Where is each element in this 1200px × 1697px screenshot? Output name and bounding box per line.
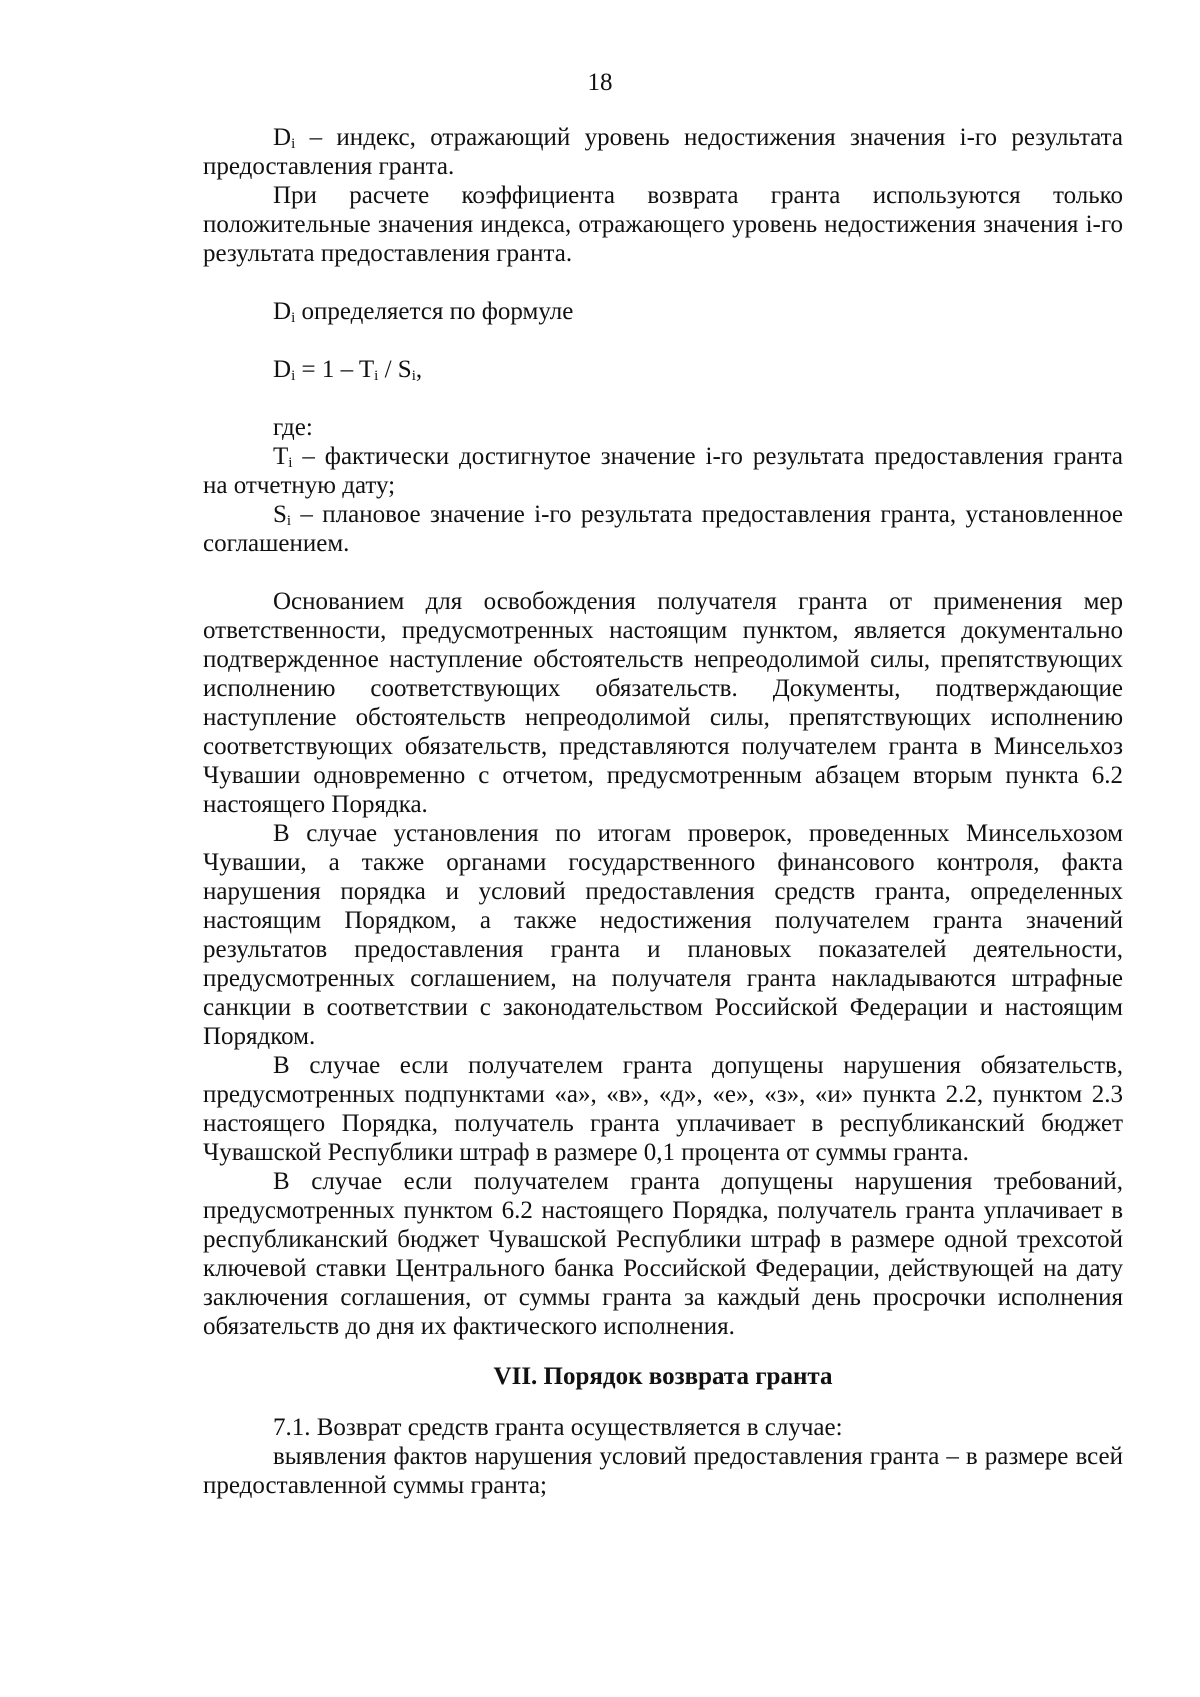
paragraph-text: – плановое значение i-го результата предоставления гранта, установленное соглашением. xyxy=(203,501,1123,557)
paragraph-fine-requirements: В случае если получателем гранта допущены нарушения требований, предусмотренных пунктом 6.2 настоящего Порядка, получатель гранта уплачивает в республиканский бюджет Чувашской Республики штраф в размере одной трехсотой ключевой ставки Центрального банка Российской Федерации, действующей на дату заключения соглашения, от суммы гранта за каждый день просрочки исполнения обязательств до дня их фактического исполнения. xyxy=(203,1168,1123,1340)
subscript-i: i xyxy=(411,368,416,384)
subscript-i: i xyxy=(286,513,292,529)
subscript-i: i xyxy=(291,310,296,326)
subscript-i: i xyxy=(374,368,379,384)
page-number: 18 xyxy=(587,69,613,96)
variable-d: D xyxy=(273,124,292,151)
paragraph-text: – фактически достигнутое значение i-го результата предоставления гранта на отчетную дату; xyxy=(203,443,1123,499)
paragraph-di-definition xyxy=(203,123,1123,181)
paragraph-force-majeure: Основанием для освобождения получателя гранта от применения мер ответственности, предусмотренных настоящим пунктом, является документально подтвержденное наступление обстоятельств непреодолимой силы, препятствующих исполнению соответствующих обязательств. Документы, подтверждающие наступление обстоятельств непреодолимой силы, препятствующих исполнению соответствующих обязательств, представляются получателем гранта в Минсельхоз Чувашии одновременно с отчетом, предусмотренным абзацем вторым пункта 6.2 настоящего Порядка. xyxy=(203,588,1123,818)
paragraph-violation-cases: выявления фактов нарушения условий предоставления гранта – в размере всей предоставленной суммы гранта; xyxy=(203,1443,1123,1499)
paragraph-text: – индекс, отражающий уровень недостижения значения i-го результата предоставления гранта. xyxy=(203,124,1123,180)
formula-tail: , xyxy=(415,356,423,383)
formula-middle: = 1 – T xyxy=(295,356,375,383)
paragraph-positive-values: При расчете коэффициента возврата гранта используются только положительные значения индекса, отражающего уровень недостижения значения i-го результата предоставления гранта. xyxy=(203,182,1123,267)
variable-t: T xyxy=(273,443,289,470)
paragraph-7-1: 7.1. Возврат средств гранта осуществляется в случае: xyxy=(273,1414,843,1441)
variable-d: D xyxy=(273,298,292,325)
subscript-i: i xyxy=(291,368,296,384)
paragraph-fine-obligations: В случае если получателем гранта допущены нарушения обязательств, предусмотренных подпунктами «а», «в», «д», «е», «з», «и» пункта 2.2, пунктом 2.3 настоящего Порядка, получатель гранта уплачивает в республиканский бюджет Чувашской Республики штраф в размере 0,1 процента от суммы гранта. xyxy=(203,1052,1123,1166)
paragraph-penalties: В случае установления по итогам проверок, проведенных Минсельхозом Чувашии, а также органами государственного финансового контроля, факта нарушения порядка и условий предоставления средств гранта, определенных настоящим Порядком, а также недостижения получателем гранта значений результатов предоставления гранта и плановых показателей деятельности, предусмотренных соглашением, на получателя гранта накладываются штрафные санкции в соответствии с законодательством Российской Федерации и настоящим Порядком. xyxy=(203,820,1123,1050)
formula xyxy=(203,355,1123,384)
subscript-i: i xyxy=(288,455,293,471)
formula-slash: / S xyxy=(378,356,412,383)
paragraph-text: определяется по формуле xyxy=(295,298,574,325)
subscript-i: i xyxy=(291,136,296,152)
paragraph-where: где: xyxy=(273,414,313,441)
page-content xyxy=(203,123,1123,1500)
section-heading: VII. Порядок возврата гранта xyxy=(493,1363,833,1390)
paragraph-formula-intro xyxy=(203,297,1123,326)
formula-lhs: D xyxy=(273,356,292,383)
variable-s: S xyxy=(273,501,287,528)
paragraph-si-definition xyxy=(203,500,1123,558)
paragraph-ti-definition xyxy=(203,442,1123,500)
